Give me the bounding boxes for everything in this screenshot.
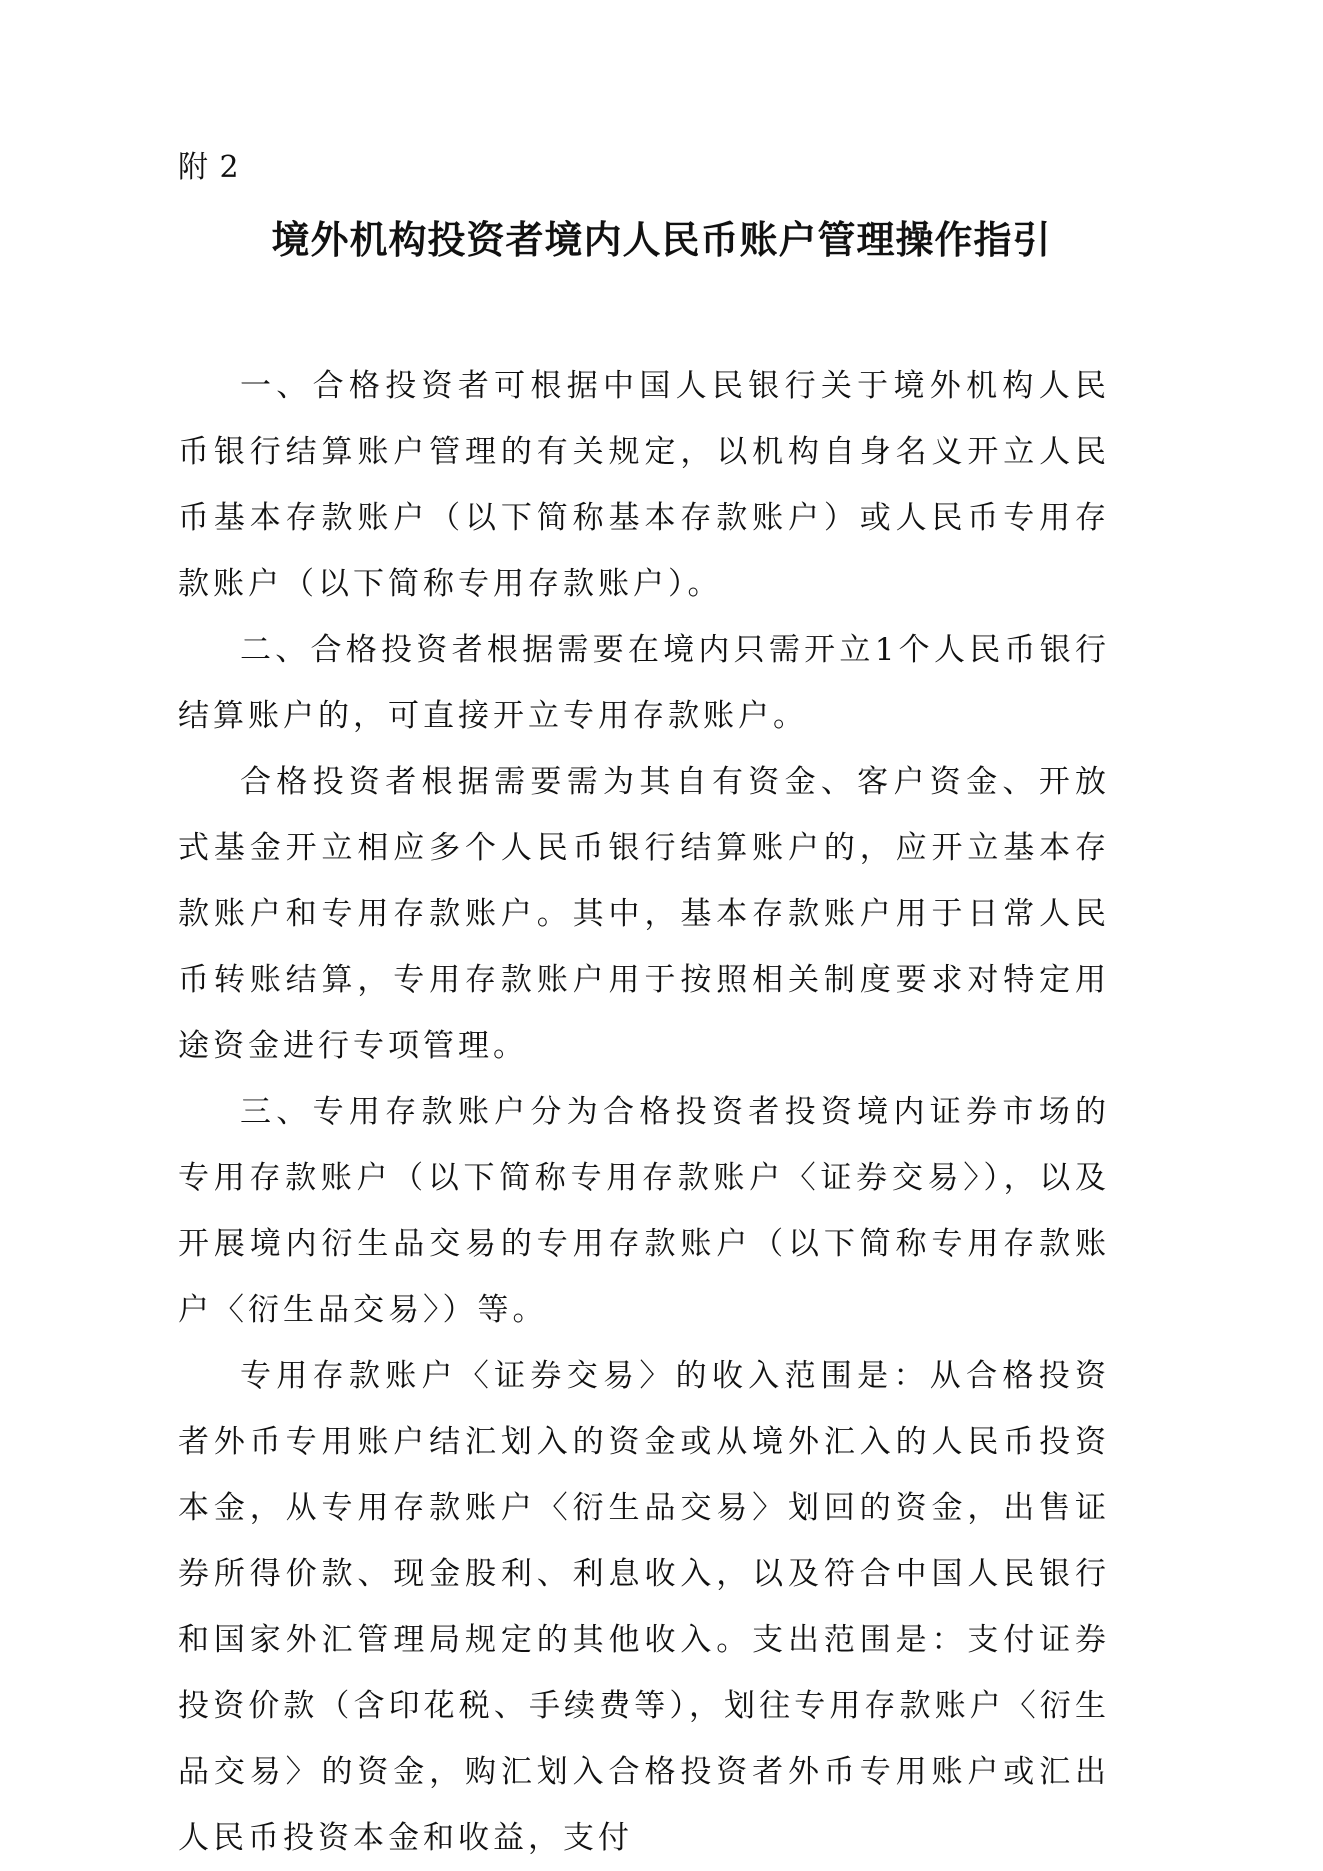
paragraph-5: 专用存款账户〈证券交易〉的收入范围是：从合格投资者外币专用账户结汇划入的资金或从境外汇入的人民币投资本金，从专用存款账户〈衍生品交易〉划回的资金，出售证券所得价款、现金股利、利息收入，以及符合中国人民银行和国家外汇管理局规定的其他收入。支出范围是：支付证券投资价款（含印花税、手续费等），划往专用存款账户〈衍生品交易〉的资金，购汇划入合格投资者外币专用账户或汇出人民币投资本金和收益，支付 (178, 1358, 1110, 1856)
document-body (178, 353, 1110, 1871)
paragraph-3: 合格投资者根据需要需为其自有资金、客户资金、开放式基金开立相应多个人民币银行结算账户的，应开立基本存款账户和专用存款账户。其中，基本存款账户用于日常人民币转账结算，专用存款账户用于按照相关制度要求对特定用途资金进行专项管理。 (178, 764, 1110, 1064)
paragraph-1: 一、合格投资者可根据中国人民银行关于境外机构人民币银行结算账户管理的有关规定，以机构自身名义开立人民币基本存款账户（以下简称基本存款账户）或人民币专用存款账户（以下简称专用存款账户）。 (178, 368, 1110, 602)
attachment-label: 附 2 (178, 150, 240, 185)
paragraph-2: 二、合格投资者根据需要在境内只需开立1个人民币银行结算账户的，可直接开立专用存款账户。 (178, 632, 1110, 734)
paragraph-4: 三、专用存款账户分为合格投资者投资境内证券市场的专用存款账户（以下简称专用存款账户〈证券交易〉），以及开展境内衍生品交易的专用存款账户（以下简称专用存款账户〈衍生品交易〉）等。 (178, 1094, 1110, 1328)
document-title: 境外机构投资者境内人民币账户管理操作指引 (271, 218, 1052, 262)
